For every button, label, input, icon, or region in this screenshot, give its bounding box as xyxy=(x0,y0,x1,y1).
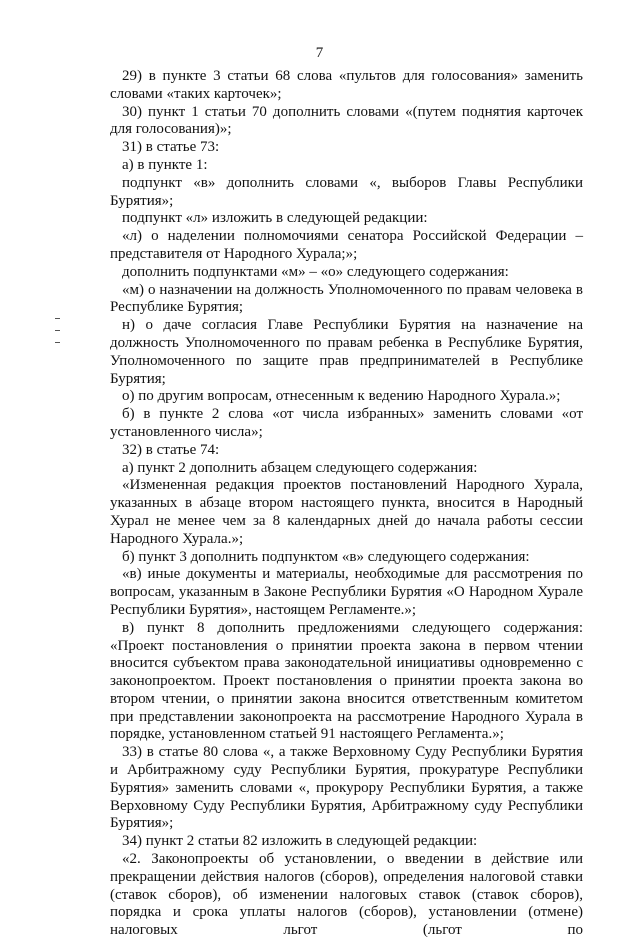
paragraph-quote: «м) о назначении на должность Уполномоченного по правам человека в Республике Бурятия; xyxy=(110,281,583,316)
paragraph-subitem: подпункт «л» изложить в следующей редакции: xyxy=(122,210,428,227)
paragraph-subitem: в) пункт 8 дополнить предложениями следующего содержания: «Проект постановления о принятии проекта закона в первом чтении вносится субъектом права законодательной инициативы одновременно с законопроектом. Проект постановления о принятии проекта закона во втором чтении, о принятии закона вносится ответственным комитетом при представлении законопроекта на рассмотрение Народного Хурала в порядке, установленном статьей 91 настоящего Регламента.»; xyxy=(110,619,583,743)
paragraph-subitem: подпункт «в» дополнить словами «, выборов Главы Республики Бурятия»; xyxy=(110,174,583,209)
paragraph-quote: о) по другим вопросам, отнесенным к ведению Народного Хурала.»; xyxy=(122,388,561,405)
paragraph-subitem: а) пункт 2 дополнить абзацем следующего содержания: xyxy=(122,459,478,476)
paragraph-quote: «л) о наделении полномочиями сенатора Российской Федерации – представителя от Народного Хурала;»; xyxy=(110,228,583,262)
document-body xyxy=(110,68,583,940)
paragraph-item-30: 30) пункт 1 статьи 70 дополнить словами «(путем поднятия карточек для голосования)»; xyxy=(110,103,583,138)
margin-mark xyxy=(55,318,60,319)
paragraph-item-34: 34) пункт 2 статьи 82 изложить в следующей редакции: xyxy=(122,833,478,850)
paragraph-subitem: дополнить подпунктами «м» – «о» следующего содержания: xyxy=(122,263,509,280)
paragraph-subitem: б) в пункте 2 слова «от числа избранных» заменить словами «от установленного числа»; xyxy=(110,406,583,440)
paragraph-item-32: 32) в статье 74: xyxy=(122,441,220,458)
paragraph-quote: «Измененная редакция проектов постановлений Народного Хурала, указанных в абзаце втором настоящего пункта, вносится в Народный Хурал не менее чем за 8 календарных дней до начала работы сессии Народного Хурала.»; xyxy=(110,477,583,547)
paragraph-item-31: 31) в статье 73: xyxy=(122,139,220,156)
paragraph-item-33: 33) в статье 80 слова «, а также Верховному Суду Республики Бурятия и Арбитражному суду Республики Бурятия, прокуратуре Республики Бурятия» заменить словами «, прокурору Республики Бурятия, а также Верховному Суду Республики Бурятия, Арбитражному суду Республики Бурятия»; xyxy=(110,744,583,832)
paragraph-subitem: а) в пункте 1: xyxy=(122,156,208,173)
paragraph-quote: «в) иные документы и материалы, необходимые для рассмотрения по вопросам, указанным в Законе Республики Бурятия «О Народном Хурале Республики Бурятия», настоящем Регламенте.»; xyxy=(110,566,583,618)
page-number: 7 xyxy=(315,45,324,61)
paragraph-quote: н) о даче согласия Главе Республики Бурятия на назначение на должность Уполномоченного по правам ребенка в Республике Бурятия, Уполномоченного по защите прав предпринимателей в Республике Бурятия; xyxy=(110,317,583,387)
margin-mark xyxy=(55,330,60,331)
paragraph-quote: «2. Законопроекты об установлении, о введении в действие или прекращении действия налогов (сборов), определения налоговой ставки (ставок сборов), об изменении налоговых ставок (ставок сборов), порядка и срока уплаты налогов (сборов), установлении (отмене) налоговых льгот (льгот по xyxy=(110,851,583,939)
paragraph-subitem: б) пункт 3 дополнить подпунктом «в» следующего содержания: xyxy=(122,548,530,565)
margin-mark xyxy=(55,342,60,343)
paragraph-item-29: 29) в пункте 3 статьи 68 слова «пультов для голосования» заменить словами «таких карточек»; xyxy=(110,68,583,102)
